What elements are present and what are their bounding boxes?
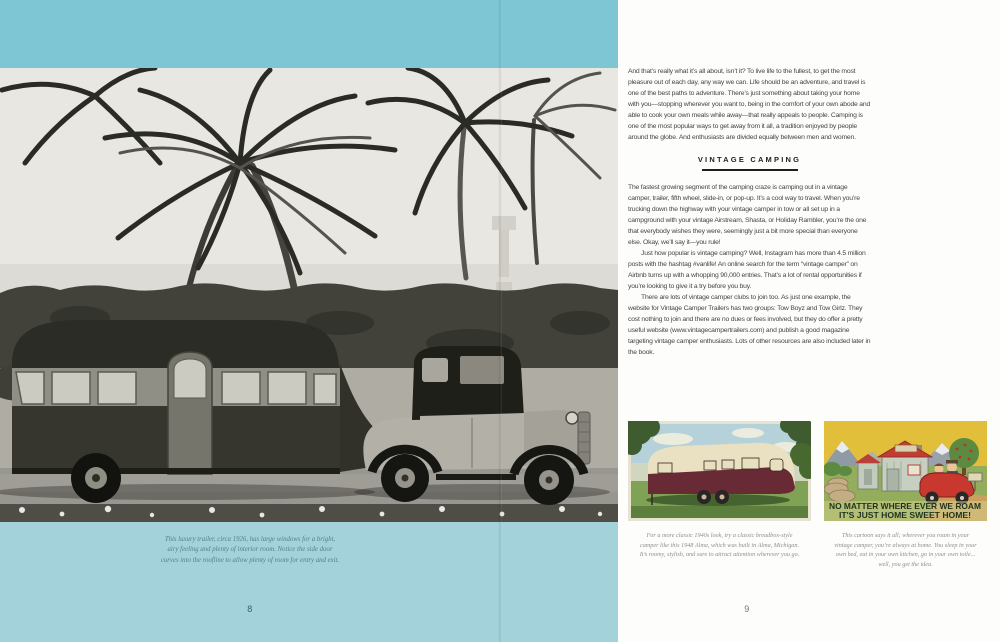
section-heading: VINTAGE CAMPING — [697, 155, 802, 164]
section-heading-block — [628, 154, 871, 171]
left-page-number: 8 — [247, 604, 253, 614]
cartoon-postcard-illustration — [824, 421, 987, 521]
heading-rule — [702, 169, 798, 171]
cartoon-text-line2: IT'S JUST HOME SWEET HOME! — [839, 510, 972, 520]
body-paragraph: There are lots of vintage camper clubs to join too. As just one example, the website for Vintage Camper Trailers has two groups: Tow Boyz and Tow Girlz. They cost nothing to join and there are no dues or fees involved, but they do offer a pretty useful website (www.vintagecampertrailers.com) and publish a good magazine targeting vintage camper enthusiasts. Lots of other resources are also included later in the book. — [628, 294, 871, 356]
right-page-text-column — [628, 66, 871, 358]
figure-postcard — [628, 421, 811, 569]
cartoon-image — [824, 421, 987, 521]
right-page-number: 9 — [744, 604, 750, 614]
figures-row — [628, 421, 987, 569]
camper-postcard-illustration — [628, 421, 811, 521]
body-paragraph: Just how popular is vintage camping? Well, Instagram has more than 4.5 million posts with the hashtag #vanlife! An online search for the term “vintage camper” on Airbnb turns up with a whopping 90,000 entries. That’s a lot of rental opportunities if you’re looking to give it a try before you buy. — [628, 250, 866, 290]
cartoon-text-line1: NO MATTER WHERE EVER WE ROAM — [829, 502, 982, 511]
figure-caption: For a more classic 1940s look, try a classic breadbox-style camper like this 1948 Alma, which was built in Alma, Michigan. It’s roomy, stylish, and sure to attract attention wherever you go. — [639, 532, 800, 558]
teal-header-band — [0, 0, 618, 68]
grass-foreground — [0, 504, 618, 522]
trailer-photo — [0, 68, 618, 522]
intro-paragraph: And that’s really what it’s all about, isn’t it? To live life to the fullest, to get the most pleasure out of each day, any way we can. Life should be an adventure, and travel is one of the best paths to adventure. There’s just something about taking your home with you—stopping wherever you want to, being in the comfort of your own abode and able to cook your own meals while away—that really appeals to people. Camping is one of the most popular ways to get away from it all, a tradition enjoyed by people around the globe. And enthusiasts are divided equally between men and women. — [628, 68, 871, 141]
cartoon-lettering — [829, 502, 981, 520]
photo-caption: This luxury trailer, circa 1926, has large windows for a bright, airy feeling and plenty of interior room. Notice the side door curves into the roofline to allow plenty of room for entry and exit. — [160, 536, 340, 564]
trailer-photo-illustration — [0, 68, 618, 522]
figure-cartoon — [824, 421, 987, 569]
body-paragraph: The fastest growing segment of the camping craze is camping out in a vintage camper, trailer, fifth wheel, slide-in, or pop-up. It’s a cool way to travel. When you’re trucking down the highway with your vintage camper in tow or all set up in a campground with your vintage Airstream, Shasta, or Holiday Rambler, you’re the one that everybody wishes they were, seemingly just a bit more special than everyone else. Okay, we’ll say it—you rule! — [628, 184, 867, 246]
figure-caption: This cartoon says it all; wherever you roam in your vintage camper, you’re always at home. You sleep in your own bed, eat in your own kitchen, go in your own toile... well, you get the idea. — [834, 532, 977, 568]
postcard-image — [628, 421, 811, 521]
